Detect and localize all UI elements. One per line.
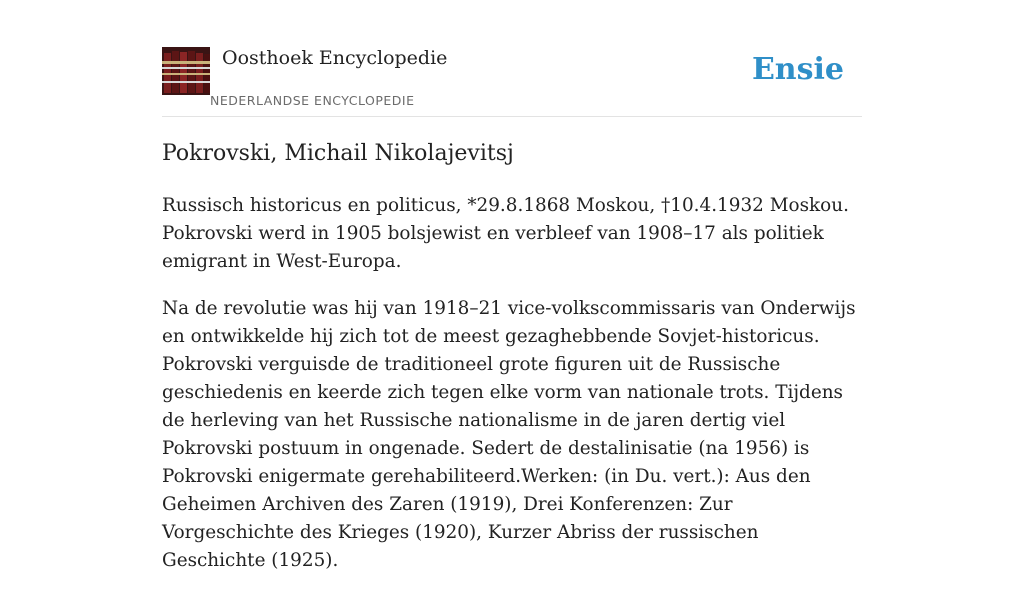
site-tagline: NEDERLANDSE ENCYCLOPEDIE — [210, 93, 415, 108]
ensie-logo[interactable]: Ensie — [751, 52, 844, 87]
article-body — [162, 192, 862, 594]
page-title: Pokrovski, Michail Nikolajevitsj — [162, 141, 514, 166]
book-spines-icon[interactable] — [162, 47, 210, 95]
article-paragraph: Na de revolutie was hij van 1918–21 vice-volkscommissaris van Onderwijs en ontwikkelde hij zich tot de meest gezaghebbende Sovjet-historicus. Pokrovski verguisde de traditioneel grote figuren uit de Russische geschiedenis en keerde zich tegen elke vorm van nationale trots. Tijdens de herleving van het Russische nationalisme in de jaren dertig viel Pokrovski postuum in ongenade. Sedert de destalinisatie (na 1956) is Pokrovski enigermate gerehabiliteerd.Werken: (in Du. vert.): Aus den Geheimen Archiven des Zaren (1919), Drei Konferenzen: Zur Vorgeschichte des Krieges (1920), Kurzer Abriss der russischen Geschichte (1925). — [162, 298, 856, 571]
article-paragraph: Russisch historicus en politicus, *29.8.1868 Moskou, †10.4.1932 Moskou. Pokrovski werd in 1905 bolsjewist en verbleef van 1908–17 als politiek emigrant in West-Europa. — [162, 195, 849, 272]
site-name[interactable]: Oosthoek Encyclopedie — [222, 47, 448, 69]
site-header — [162, 46, 862, 117]
